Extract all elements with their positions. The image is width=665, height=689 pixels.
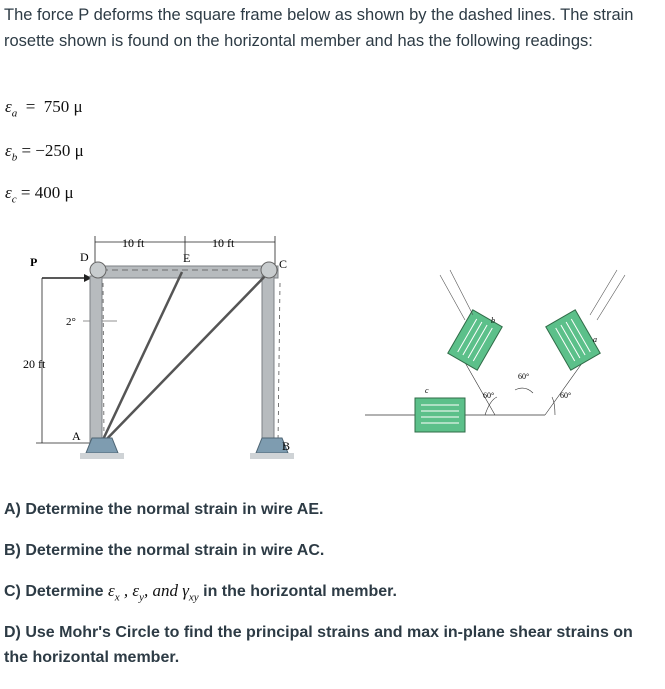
gauge-a-label: a (593, 335, 597, 344)
problem-statement: The force P deforms the square frame below as shown by the dashed lines. The strain rosette shown is found on the horizontal member and has the following readings: (4, 6, 634, 50)
question-c: C) Determine $\varepsilon_x$ , $\varepsilon_y$, and $\gamma_{xy}$ in the horizontal member. (4, 581, 397, 604)
point-c-label: C (279, 257, 288, 271)
dim-left-label: 10 ft (122, 236, 145, 250)
height-label: 20 ft (23, 357, 46, 371)
angle-label: 2° (66, 316, 76, 328)
strain-b: $\varepsilon_b = -250$ μ (5, 141, 84, 164)
question-b: B) Determine the normal strain in wire AC. (4, 542, 325, 559)
gauge-b-label: b (491, 316, 495, 325)
point-d-label: D (80, 250, 89, 264)
dim-right-label: 10 ft (212, 236, 235, 250)
strain-c: $\varepsilon_c = 400$ μ (5, 183, 74, 206)
force-label: P (30, 255, 38, 269)
point-e-label: E (183, 251, 191, 265)
angle-60-right: 60° (560, 391, 572, 400)
gauge-c-label: c (425, 386, 429, 395)
angle-60-mid: 60° (518, 372, 530, 381)
point-a-label: A (72, 429, 81, 443)
angle-60-left: 60° (483, 391, 495, 400)
strain-rosette-figure (355, 265, 655, 445)
strain-a: $\varepsilon_a = 750$ μ (5, 97, 83, 120)
question-a: A) Determine the normal strain in wire AE. (4, 501, 324, 518)
point-b-label: B (282, 439, 291, 453)
question-d: D) Use Mohr's Circle to find the principal strains and max in-plane shear strains on the horizontal member. (4, 624, 633, 666)
frame-figure (20, 228, 310, 478)
gauge-c (415, 398, 465, 432)
